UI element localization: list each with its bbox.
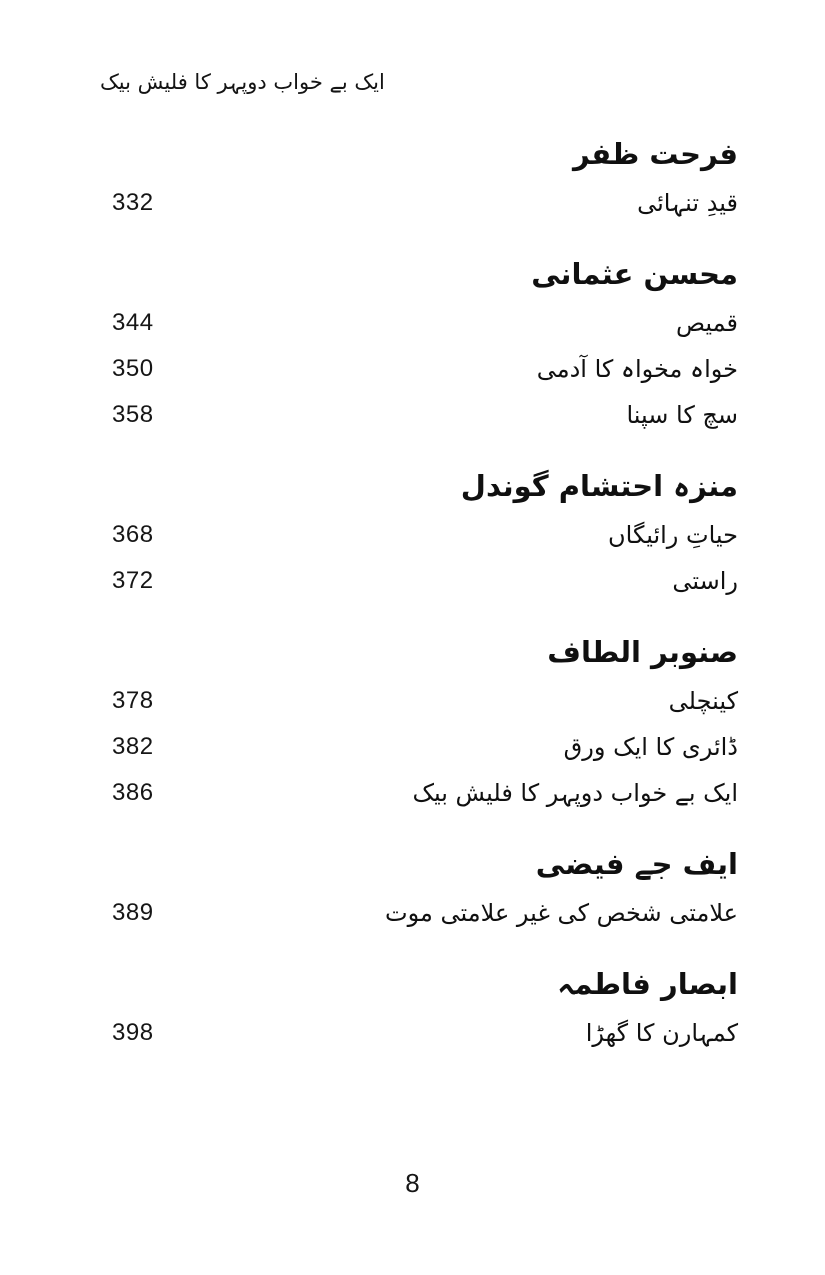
entry-page-number: 358 bbox=[112, 401, 154, 428]
entry-page-number: 368 bbox=[112, 521, 154, 548]
running-header-book-title: ایک بے خواب دوپہر کا فلیش بیک bbox=[100, 70, 385, 94]
toc-entry bbox=[112, 678, 738, 724]
entry-title: ایک بے خواب دوپہر کا فلیش بیک bbox=[412, 779, 738, 807]
entry-page-number: 332 bbox=[112, 189, 154, 216]
author-name: ابصار فاطمہ bbox=[557, 967, 738, 1001]
toc-entry bbox=[112, 392, 738, 438]
entry-title: خواہ مخواہ کا آدمی bbox=[536, 355, 738, 383]
entry-page-number: 382 bbox=[112, 733, 154, 760]
entry-page-number: 389 bbox=[112, 899, 154, 926]
entry-title: ڈائری کا ایک ورق bbox=[563, 733, 738, 761]
toc-entry bbox=[112, 558, 738, 604]
toc-entry bbox=[112, 180, 738, 226]
toc-entry bbox=[112, 890, 738, 936]
entry-title: سچ کا سپنا bbox=[626, 401, 738, 429]
author-name: منزہ احتشام گوندل bbox=[460, 469, 738, 503]
toc-section bbox=[112, 128, 738, 226]
toc-section bbox=[112, 626, 738, 816]
entry-page-number: 372 bbox=[112, 567, 154, 594]
entry-page-number: 398 bbox=[112, 1019, 154, 1046]
entry-page-number: 386 bbox=[112, 779, 154, 806]
toc-section bbox=[112, 460, 738, 604]
toc-entry bbox=[112, 1010, 738, 1056]
toc-entry bbox=[112, 512, 738, 558]
entry-page-number: 350 bbox=[112, 355, 154, 382]
author-name: ایف جے فیضی bbox=[535, 847, 738, 881]
entry-page-number: 378 bbox=[112, 687, 154, 714]
author-name: فرحت ظفر bbox=[573, 137, 738, 171]
author-name: صنوبر الطاف bbox=[547, 635, 738, 669]
entry-page-number: 344 bbox=[112, 309, 154, 336]
entry-title: کمہارن کا گھڑا bbox=[585, 1019, 738, 1047]
entry-title: قیدِ تنہائی bbox=[637, 189, 738, 217]
entry-title: راستی bbox=[672, 567, 738, 595]
author-name: محسن عثمانی bbox=[531, 257, 738, 291]
toc-entry bbox=[112, 346, 738, 392]
toc-section bbox=[112, 248, 738, 438]
entry-title: حیاتِ رائیگاں bbox=[608, 521, 738, 549]
entry-title: کینچلی bbox=[668, 687, 738, 715]
toc-entry bbox=[112, 770, 738, 816]
table-of-contents bbox=[112, 128, 738, 1056]
entry-title: علامتی شخص کی غیر علامتی موت bbox=[385, 899, 738, 927]
entry-title: قمیص bbox=[676, 309, 738, 337]
toc-entry bbox=[112, 724, 738, 770]
page-number: 8 bbox=[405, 1168, 420, 1198]
toc-entry bbox=[112, 300, 738, 346]
toc-section bbox=[112, 838, 738, 936]
toc-section bbox=[112, 958, 738, 1056]
